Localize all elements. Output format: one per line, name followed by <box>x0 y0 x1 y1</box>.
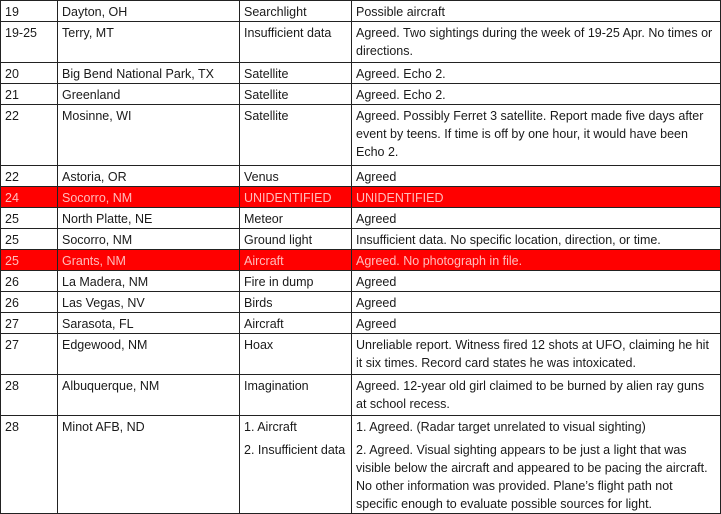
evaluation-text: Satellite <box>244 88 289 102</box>
comment-text: 2. Agreed. Visual sighting appears to be just a light that was visible below the aircraft and appeared to be pacing the aircraft. No other information was provided. Plane’s flight path not specific enough to evaluate possible sources for light. <box>356 443 708 511</box>
comment-text: Unreliable report. Witness fired 12 shots at UFO, claiming he hit it six times. Record card states he was intoxicated. <box>356 338 709 370</box>
date-cell: 28 <box>1 375 58 416</box>
location-cell: North Platte, NE <box>58 208 240 229</box>
date-cell: 21 <box>1 84 58 105</box>
table-row <box>1 166 721 187</box>
location-cell: Terry, MT <box>58 22 240 63</box>
comment-cell <box>352 84 721 105</box>
table-row <box>1 22 721 63</box>
evaluation-text: Insufficient data <box>244 26 332 40</box>
date-cell: 27 <box>1 313 58 334</box>
location-cell: Edgewood, NM <box>58 334 240 375</box>
date-cell: 25 <box>1 208 58 229</box>
comment-text: Agreed. Echo 2. <box>356 67 446 81</box>
table-row <box>1 416 721 514</box>
comment-text: Agreed <box>356 296 397 310</box>
comment-cell <box>352 271 721 292</box>
evaluation-text: Venus <box>244 170 279 184</box>
comment-cell <box>352 416 721 514</box>
evaluation-text: Satellite <box>244 67 289 81</box>
table-row <box>1 313 721 334</box>
comment-cell <box>352 1 721 22</box>
comment-text: UNIDENTIFIED <box>356 191 444 205</box>
table-row <box>1 229 721 250</box>
table-row <box>1 84 721 105</box>
comment-cell <box>352 208 721 229</box>
location-cell: Greenland <box>58 84 240 105</box>
location-cell: Socorro, NM <box>58 229 240 250</box>
evaluation-cell <box>240 1 352 22</box>
comment-text: Insufficient data. No specific location, direction, or time. <box>356 233 661 247</box>
evaluation-text: Birds <box>244 296 273 310</box>
comment-text: Agreed <box>356 275 397 289</box>
evaluation-text: Meteor <box>244 212 283 226</box>
evaluation-text: UNIDENTIFIED <box>244 191 332 205</box>
location-cell: Sarasota, FL <box>58 313 240 334</box>
evaluation-text: Aircraft <box>244 254 284 268</box>
evaluation-text: Ground light <box>244 233 313 247</box>
evaluation-cell <box>240 22 352 63</box>
comment-cell <box>352 166 721 187</box>
comment-cell <box>352 229 721 250</box>
location-cell: La Madera, NM <box>58 271 240 292</box>
comment-cell <box>352 105 721 166</box>
evaluation-cell <box>240 229 352 250</box>
comment-cell <box>352 187 721 208</box>
date-cell: 28 <box>1 416 58 514</box>
comment-text: Agreed. Two sightings during the week of 19-25 Apr. No times or directions. <box>356 26 713 58</box>
date-cell: 19-25 <box>1 22 58 63</box>
comment-cell <box>352 313 721 334</box>
table-row <box>1 63 721 84</box>
table-row <box>1 1 721 22</box>
comment-text: 1. Agreed. (Radar target unrelated to visual sighting) <box>356 420 646 434</box>
location-cell: Socorro, NM <box>58 187 240 208</box>
location-cell: Astoria, OR <box>58 166 240 187</box>
evaluation-cell <box>240 63 352 84</box>
location-cell: Grants, NM <box>58 250 240 271</box>
evaluation-text: 2. Insufficient data <box>244 443 346 457</box>
date-cell: 24 <box>1 187 58 208</box>
comment-text: Agreed. Possibly Ferret 3 satellite. Report made five days after event by teens. If time is off by one hour, it would have been Echo 2. <box>356 109 704 159</box>
evaluation-cell <box>240 375 352 416</box>
table-row-highlighted <box>1 250 721 271</box>
comment-cell <box>352 22 721 63</box>
table-row-highlighted <box>1 187 721 208</box>
evaluation-text: Searchlight <box>244 5 307 19</box>
table-row <box>1 208 721 229</box>
evaluation-cell <box>240 292 352 313</box>
date-cell: 19 <box>1 1 58 22</box>
table-row <box>1 105 721 166</box>
location-cell: Big Bend National Park, TX <box>58 63 240 84</box>
date-cell: 25 <box>1 250 58 271</box>
date-cell: 27 <box>1 334 58 375</box>
evaluation-cell <box>240 105 352 166</box>
evaluation-cell <box>240 166 352 187</box>
evaluation-text: Imagination <box>244 379 309 393</box>
evaluation-cell <box>240 208 352 229</box>
evaluation-cell <box>240 187 352 208</box>
date-cell: 22 <box>1 105 58 166</box>
evaluation-cell <box>240 313 352 334</box>
evaluation-cell <box>240 250 352 271</box>
table-row <box>1 292 721 313</box>
table-row <box>1 271 721 292</box>
comment-text: Agreed <box>356 170 397 184</box>
location-cell: Dayton, OH <box>58 1 240 22</box>
date-cell: 25 <box>1 229 58 250</box>
evaluation-cell <box>240 334 352 375</box>
evaluation-text: Hoax <box>244 338 274 352</box>
comment-cell <box>352 63 721 84</box>
comment-cell <box>352 292 721 313</box>
location-cell: Albuquerque, NM <box>58 375 240 416</box>
evaluation-cell <box>240 84 352 105</box>
comment-text: Possible aircraft <box>356 5 445 19</box>
location-cell: Las Vegas, NV <box>58 292 240 313</box>
table-row <box>1 375 721 416</box>
evaluation-text: Fire in dump <box>244 275 314 289</box>
comment-cell <box>352 250 721 271</box>
evaluation-cell <box>240 271 352 292</box>
location-cell: Mosinne, WI <box>58 105 240 166</box>
location-cell: Minot AFB, ND <box>58 416 240 514</box>
evaluation-text: 1. Aircraft <box>244 420 297 434</box>
comment-text: Agreed <box>356 317 397 331</box>
sightings-table-body <box>1 1 721 514</box>
date-cell: 22 <box>1 166 58 187</box>
evaluation-cell <box>240 416 352 514</box>
evaluation-text: Satellite <box>244 109 289 123</box>
date-cell: 26 <box>1 271 58 292</box>
comment-text: Agreed. 12-year old girl claimed to be burned by alien ray guns at school recess. <box>356 379 705 411</box>
date-cell: 26 <box>1 292 58 313</box>
comment-text: Agreed. No photograph in file. <box>356 254 523 268</box>
comment-text: Agreed. Echo 2. <box>356 88 446 102</box>
table-row <box>1 334 721 375</box>
comment-cell <box>352 375 721 416</box>
comment-cell <box>352 334 721 375</box>
date-cell: 20 <box>1 63 58 84</box>
comment-text: Agreed <box>356 212 397 226</box>
evaluation-text: Aircraft <box>244 317 284 331</box>
